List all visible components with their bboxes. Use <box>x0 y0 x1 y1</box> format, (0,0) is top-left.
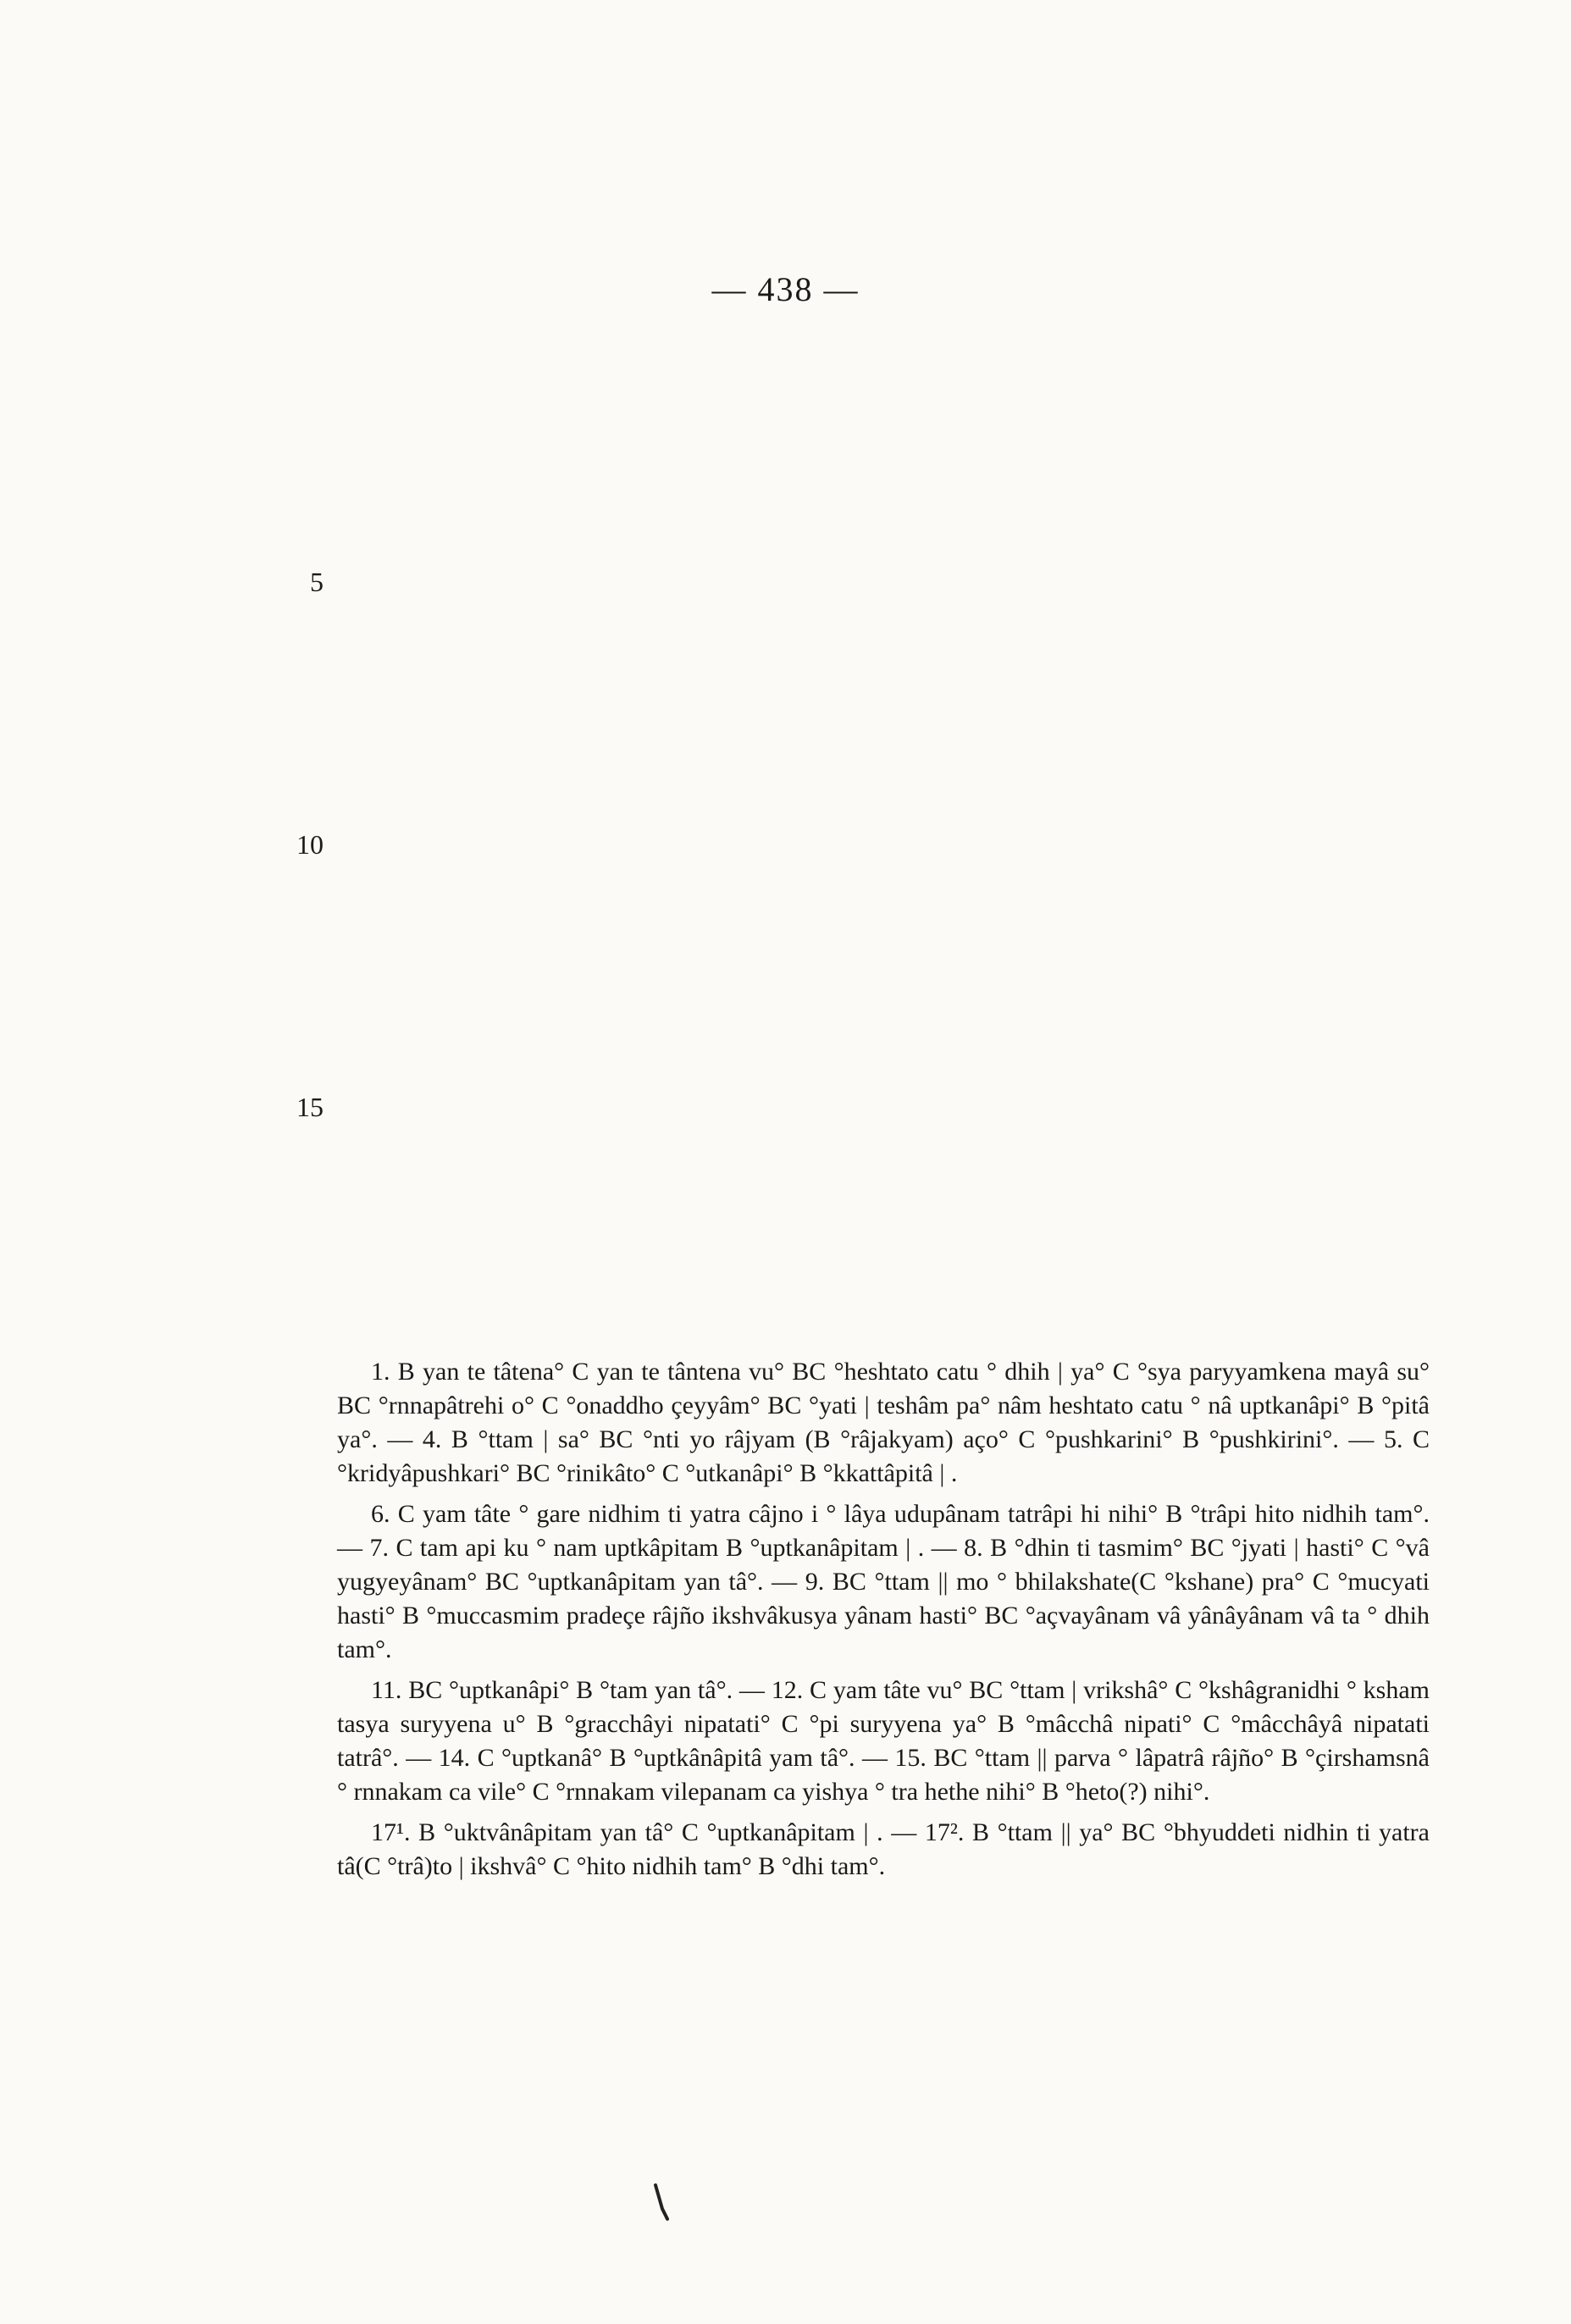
line-number: 5 <box>310 567 324 597</box>
footnotes <box>337 1355 1430 1890</box>
verse-line <box>337 976 1430 1028</box>
verse-line <box>337 923 1430 976</box>
page-number: — 438 — <box>711 270 860 308</box>
verse-line <box>337 503 1430 556</box>
verse-line <box>337 1133 1430 1186</box>
footnote: 11. BC °uptkanâpi° B °tam yan tâ°. — 12. C yam tâte vu° BC °ttam | vrikshâ° C °kshâgranidhi ° ksham tasya suryyena u° B °gracchâyi nipatati° C °pi suryyena ya° B °mâcchâ nipati° C °mâcchâyâ nipatati tatrâ°. — 14. C °uptkanâ° B °uptkânâpitâ yam tâ°. — 15. BC °ttam || parva ° lâpatrâ râjño° B °çirshamsnâ ° rnnakam ca vile° C °rnnakam vilepanam ca yishya ° tra hethe nihi° B °heto(?) nihi°. <box>337 1676 1430 1806</box>
verse-line <box>337 1238 1430 1291</box>
footnote: 17¹. B °uktvânâpitam yan tâ° C °uptkanâpitam | . — 17². B °ttam || ya° BC °bhyuddeti nidhin ti yatra tâ(C °trâ)to | ikshvâ° C °hito nidhih tam° B °dhi tam°. <box>337 1818 1430 1880</box>
line-number: 10 <box>296 829 324 860</box>
verse-line <box>337 766 1430 818</box>
verse-line <box>337 608 1430 661</box>
verse-line <box>337 661 1430 713</box>
verse-line <box>296 818 1430 871</box>
footnote: 6. C yam tâte ° gare nidhim ti yatra câjno i ° lâya udupânam tatrâpi hi nihi° B °trâpi hito nidhih tam°. — 7. C tam api ku ° nam uptkâpitam B °uptkanâpitam | . — 8. B °dhin ti tasmim° BC °jyati | hasti° C °vâ yugyeyânam° BC °uptkanâpitam yan tâ°. — 9. BC °ttam || mo ° bhilakshate(C °kshane) pra° C °mucyati hasti° B °muccasmim pradeçe râjño ikshvâkusya yânam hasti° BC °açvayânam vâ yânâyânam vâ ta ° dhih tam°. <box>337 1500 1430 1663</box>
verse-line <box>337 1028 1430 1081</box>
verse-line <box>337 1186 1430 1238</box>
line-number: 15 <box>296 1092 324 1122</box>
verse-line <box>296 1081 1430 1133</box>
verse-line <box>337 871 1430 923</box>
verse-text-block <box>296 346 1430 1291</box>
verse-line <box>337 713 1430 766</box>
verse-line <box>337 398 1430 451</box>
pen-stroke-mark <box>652 2183 671 2221</box>
verse-line <box>310 556 1430 608</box>
footnote: 1. B yan te tâtena° C yan te tântena vu° BC °heshtato catu ° dhih | ya° C °sya paryyamkena mayâ su° BC °rnnapâtrehi o° C °onaddho çeyyâm° BC °yati | teshâm pa° nâm heshtato catu ° nâ uptkanâpi° B °pitâ ya°. — 4. B °ttam | sa° BC °nti yo râjyam (B °râjakyam) aço° C °pushkarini° B °pushkirini°. — 5. C °kridyâpushkari° BC °rinikâto° C °utkanâpi° B °kkattâpitâ | . <box>337 1358 1430 1487</box>
verse-line <box>337 451 1430 503</box>
verse-line <box>337 346 1430 398</box>
